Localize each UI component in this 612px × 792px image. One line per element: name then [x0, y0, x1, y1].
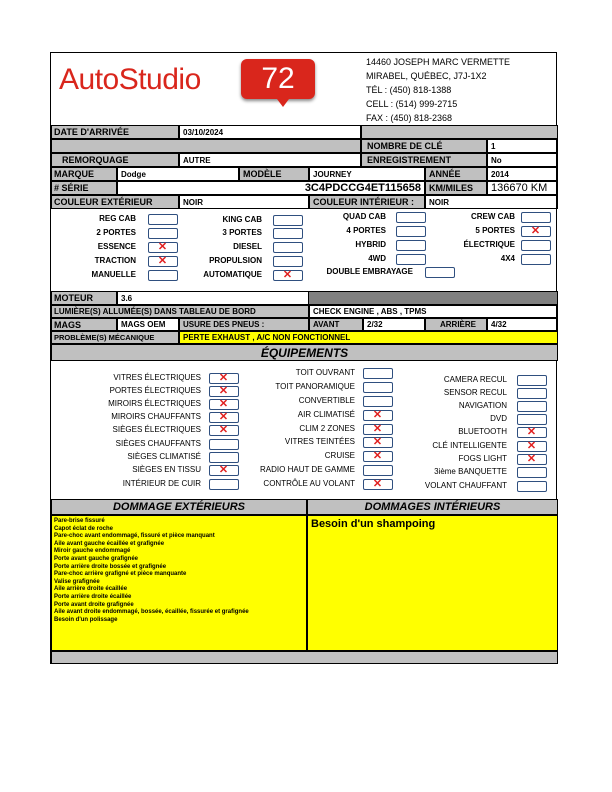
option-label-quad-cab: QUAD CAB: [342, 212, 386, 221]
ext-color-value-cell[interactable]: [179, 195, 309, 209]
phone-fax: FAX : (450) 818-2368: [366, 113, 453, 123]
check-mark-icon: ✕: [218, 411, 229, 423]
tow-label: REMORQUAGE: [62, 155, 129, 165]
option-checkbox-5-portes[interactable]: [521, 226, 551, 237]
option-label-5-portes: 5 PORTES: [475, 226, 515, 235]
int-color-value-cell[interactable]: [425, 195, 558, 209]
phone-tel: TÉL : (450) 818-1388: [366, 85, 452, 95]
mech-value: PERTE EXHAUST , A/C NON FONCTIONNEL: [183, 333, 351, 342]
option-checkbox-4-portes[interactable]: [396, 226, 426, 237]
check-mark-icon: ✕: [372, 409, 383, 421]
mags-value: MAGS OEM: [121, 320, 166, 329]
check-mark-icon: ✕: [218, 424, 229, 436]
mags-label-cell: [51, 318, 117, 331]
option-checkbox-diesel[interactable]: [273, 242, 303, 253]
check-mark-icon: ✕: [372, 423, 383, 435]
equipment-label-sieges-chauffants: SIÈGES CHAUFFANTS: [115, 439, 201, 448]
front-label: AVANT: [313, 320, 340, 329]
model-value-cell[interactable]: [309, 167, 425, 181]
km-value-cell[interactable]: [487, 181, 558, 195]
check-mark-icon: ✕: [526, 440, 537, 452]
km-label-cell: [425, 181, 487, 195]
option-checkbox-3-portes[interactable]: [273, 228, 303, 239]
equipment-checkbox-3ieme-banquette[interactable]: [517, 467, 547, 478]
option-label-diesel: DIESEL: [233, 242, 262, 251]
option-label-essence: ESSENCE: [97, 242, 136, 251]
equipment-label-controle-au-volant: CONTRÔLE AU VOLANT: [263, 479, 355, 488]
equipment-checkbox-portes-electriques[interactable]: [209, 386, 239, 397]
logo: [51, 53, 361, 125]
equipment-checkbox-radio-haut-de-gamme[interactable]: [363, 465, 393, 476]
check-mark-icon: ✕: [218, 464, 229, 476]
equipment-checkbox-vitres-teintees[interactable]: [363, 437, 393, 448]
rear-label-cell: [425, 318, 487, 331]
ext-damage-item: Porte arrière droite bossée et grafignée: [54, 563, 167, 570]
option-checkbox-hybrid[interactable]: [396, 240, 426, 251]
mech-label: PROBLÈME(S) MÉCANIQUE: [54, 333, 155, 342]
check-mark-icon: ✕: [372, 436, 383, 448]
ext-damage-item: Aile avant gauche écaillée et grafignée: [54, 540, 165, 547]
int-damage-header: [307, 499, 558, 515]
logo-text: AutoStudio: [59, 63, 201, 96]
equipment-label-navigation: NAVIGATION: [458, 401, 507, 410]
int-color-label-cell: [309, 195, 425, 209]
equipment-label-air-climatise: AIR CLIMATISÉ: [297, 410, 355, 419]
equipment-checkbox-sensor-recul[interactable]: [517, 388, 547, 399]
check-mark-icon: ✕: [282, 269, 293, 281]
model-value: JOURNEY: [313, 170, 352, 179]
lights-label: LUMIÈRE(S) ALLUMÉE(S) DANS TABLEAU DE BORD: [54, 307, 256, 316]
equipment-checkbox-cle-intelligente[interactable]: [517, 441, 547, 452]
mech-label-cell: [51, 331, 179, 344]
inspection-form: [50, 52, 557, 664]
option-label-crew-cab: CREW CAB: [471, 212, 515, 221]
option-checkbox-propulsion[interactable]: [273, 256, 303, 267]
km-label: KM/MILES: [429, 183, 473, 193]
front-value-cell[interactable]: [363, 318, 425, 331]
ext-damage-list: [54, 518, 249, 624]
mags-label: MAGS: [54, 320, 81, 330]
address-line1: 14460 JOSEPH MARC VERMETTE: [366, 57, 511, 67]
ext-damage-item: Porte arrière droite écaillée: [54, 593, 132, 600]
equipment-checkbox-interieur-de-cuir[interactable]: [209, 479, 239, 490]
ext-color-value: NOIR: [183, 198, 203, 207]
check-mark-icon: ✕: [526, 426, 537, 438]
arrival-value: 03/10/2024: [183, 128, 224, 137]
equipment-label-toit-panoramique: TOIT PANORAMIQUE: [275, 382, 355, 391]
mags-value-cell[interactable]: [117, 318, 179, 331]
option-checkbox-quad-cab[interactable]: [396, 212, 426, 223]
equipment-checkbox-cruise[interactable]: [363, 451, 393, 462]
model-label-cell: [239, 167, 309, 181]
equipment-header: [51, 344, 558, 361]
equipment-label-sensor-recul: SENSOR RECUL: [443, 388, 507, 397]
equipment-label-cle-intelligente: CLÉ INTELLIGENTE: [432, 441, 507, 450]
arrival-label-cell: [51, 125, 179, 139]
rear-value-cell[interactable]: [487, 318, 558, 331]
ext-damage-header: [51, 499, 307, 515]
footer-bar: [51, 651, 558, 664]
make-label: MARQUE: [54, 169, 94, 179]
year-value-cell[interactable]: [487, 167, 558, 181]
equipment-label-cruise: CRUISE: [324, 451, 355, 460]
equipment-checkbox-camera-recul[interactable]: [517, 375, 547, 386]
equipment-checkbox-sieges-climatise[interactable]: [209, 452, 239, 463]
option-checkbox-4wd[interactable]: [396, 254, 426, 265]
equipment-label-miroirs-chauffants: MIROIRS CHAUFFANTS: [111, 412, 201, 421]
option-checkbox-automatique[interactable]: [273, 270, 303, 281]
int-color-value: NOIR: [429, 198, 449, 207]
keys-label: NOMBRE DE CLÉ: [367, 141, 443, 151]
option-checkbox-reg-cab[interactable]: [148, 214, 178, 225]
motor-label-cell: [51, 291, 117, 305]
arrival-filler: [361, 125, 558, 139]
arrival-label: DATE D'ARRIVÉE: [54, 127, 129, 137]
make-value: Dodge: [121, 170, 146, 179]
equipment-label-sieges-en-tissu: SIÈGES EN TISSU: [132, 465, 201, 474]
option-checkbox-2-portes[interactable]: [148, 228, 178, 239]
check-mark-icon: ✕: [526, 453, 537, 465]
equipment-checkbox-sieges-en-tissu[interactable]: [209, 465, 239, 476]
address-line2: MIRABEL, QUÉBEC, J7J-1X2: [366, 71, 487, 81]
equipment-label-volant-chauffant: VOLANT CHAUFFANT: [424, 481, 507, 490]
motor-value-cell[interactable]: [117, 291, 309, 305]
option-label-traction: TRACTION: [94, 256, 136, 265]
ext-damage-item: Valise grafignée: [54, 578, 100, 585]
ext-damage-box[interactable]: [51, 515, 307, 651]
keys-filler: [51, 139, 361, 153]
equipment-checkbox-controle-au-volant[interactable]: [363, 479, 393, 490]
option-label-hybrid: HYBRID: [355, 240, 386, 249]
year-label: ANNÉE: [429, 169, 461, 179]
front-label-cell: [309, 318, 363, 331]
equipment-checkbox-fogs-light[interactable]: [517, 454, 547, 465]
arrival-value-cell[interactable]: [179, 125, 361, 139]
equipment-checkbox-bluetooth[interactable]: [517, 427, 547, 438]
equipment-title: ÉQUIPEMENTS: [260, 346, 349, 360]
tow-label-cell: [51, 153, 179, 167]
serial-value-cell[interactable]: [117, 181, 425, 195]
front-value: 2/32: [367, 320, 383, 329]
reg-value-cell[interactable]: [487, 153, 558, 167]
keys-value: 1: [491, 142, 496, 151]
option-label-double-embrayage: DOUBLE EMBRAYAGE: [326, 267, 413, 276]
option-checkbox-electrique[interactable]: [521, 240, 551, 251]
year-value: 2014: [491, 170, 509, 179]
equipment-checkbox-miroirs-electriques[interactable]: [209, 399, 239, 410]
equipment-label-vitres-teintees: VITRES TEINTÉES: [284, 437, 355, 446]
int-damage-box[interactable]: [307, 515, 558, 651]
tow-value-cell[interactable]: [179, 153, 361, 167]
ext-damage-title: DOMMAGE EXTÉRIEURS: [112, 501, 245, 513]
tire-wear-label-cell: [179, 318, 309, 331]
rear-label: ARRIÈRE: [440, 320, 477, 329]
check-mark-icon: ✕: [372, 478, 383, 490]
ext-damage-item: Porte avant droite grafignée: [54, 601, 134, 608]
option-label-4x4: 4X4: [500, 254, 515, 263]
option-label-reg-cab: REG CAB: [99, 214, 136, 223]
equipment-label-portes-electriques: PORTES ÉLECTRIQUES: [109, 386, 201, 395]
equipment-label-clim-2-zones: CLIM 2 ZONES: [299, 424, 355, 433]
lights-label-cell: [51, 305, 309, 318]
model-label: MODÈLE: [243, 169, 282, 179]
equipment-checkbox-toit-panoramique[interactable]: [363, 382, 393, 393]
ext-damage-item: Miroir gauche endommagé: [54, 548, 131, 555]
serial-label: # SÉRIE: [54, 183, 89, 193]
logo-badge-tail: [277, 99, 289, 107]
equipment-label-3ieme-banquette: 3ième BANQUETTE: [434, 467, 507, 476]
motor-label: MOTEUR: [54, 293, 93, 303]
int-damage-title: DOMMAGES INTÉRIEURS: [364, 501, 501, 513]
reg-label: ENREGISTREMENT: [367, 155, 452, 165]
phone-cell: CELL : (514) 999-2715: [366, 99, 458, 109]
equipment-checkbox-vitres-electriques[interactable]: [209, 373, 239, 384]
option-label-3-portes: 3 PORTES: [222, 228, 262, 237]
equipment-checkbox-sieges-electriques[interactable]: [209, 425, 239, 436]
option-checkbox-4x4[interactable]: [521, 254, 551, 265]
equipment-checkbox-miroirs-chauffants[interactable]: [209, 412, 239, 423]
option-label-2-portes: 2 PORTES: [96, 228, 136, 237]
keys-label-cell: [361, 139, 487, 153]
option-checkbox-king-cab[interactable]: [273, 215, 303, 226]
option-checkbox-double-embrayage[interactable]: [425, 267, 455, 278]
equipment-checkbox-sieges-chauffants[interactable]: [209, 439, 239, 450]
option-checkbox-crew-cab[interactable]: [521, 212, 551, 223]
address-block: [366, 55, 510, 125]
equipment-checkbox-air-climatise[interactable]: [363, 410, 393, 421]
equipment-label-dvd: DVD: [490, 414, 507, 423]
reg-value: No: [491, 156, 502, 165]
motor-value: 3.6: [121, 294, 133, 303]
mech-value-cell[interactable]: [179, 331, 558, 344]
ext-damage-item: Besoin d'un polissage: [54, 616, 118, 623]
equipment-label-miroirs-electriques: MIROIRS ÉLECTRIQUES: [108, 399, 201, 408]
rear-value: 4/32: [491, 320, 507, 329]
option-checkbox-manuelle[interactable]: [148, 270, 178, 281]
ext-damage-item: Capot éclat de roche: [54, 525, 114, 532]
equipment-checkbox-convertible[interactable]: [363, 396, 393, 407]
tow-value: AUTRE: [183, 156, 211, 165]
ext-damage-item: Pare-choc avant endommagé, fissuré et pièce manquant: [54, 533, 215, 540]
check-mark-icon: ✕: [530, 225, 541, 237]
equipment-checkbox-clim-2-zones[interactable]: [363, 424, 393, 435]
equipment-label-interieur-de-cuir: INTÉRIEUR DE CUIR: [122, 479, 201, 488]
option-label-automatique: AUTOMATIQUE: [203, 270, 262, 279]
lights-value-cell[interactable]: [309, 305, 558, 318]
km-value: 136670 KM: [491, 182, 548, 194]
option-label-manuelle: MANUELLE: [91, 270, 136, 279]
ext-color-label: COULEUR EXTÉRIEUR: [54, 197, 153, 207]
check-mark-icon: ✕: [157, 241, 168, 253]
equipment-label-toit-ouvrant: TOIT OUVRANT: [295, 368, 355, 377]
ext-damage-item: Pare-choc arrière grafigné et pièce manquante: [54, 571, 187, 578]
keys-value-cell[interactable]: [487, 139, 558, 153]
equipment-checkbox-toit-ouvrant[interactable]: [363, 368, 393, 379]
option-label-king-cab: KING CAB: [222, 215, 262, 224]
int-color-label: COULEUR INTÉRIEUR :: [313, 197, 414, 207]
year-label-cell: [425, 167, 487, 181]
logo-badge: [241, 59, 315, 99]
serial-value: 3C4PDCCG4ET115658: [304, 182, 421, 194]
check-mark-icon: ✕: [157, 255, 168, 267]
lights-value: CHECK ENGINE , ABS , TPMS: [313, 307, 427, 316]
ext-color-label-cell: [51, 195, 179, 209]
int-damage-text: Besoin d'un shampoing: [311, 518, 436, 530]
equipment-label-sieges-electriques: SIÈGES ÉLECTRIQUES: [112, 425, 201, 434]
logo-number: 72: [261, 62, 295, 95]
equipment-label-vitres-electriques: VITRES ÉLECTRIQUES: [113, 373, 201, 382]
option-label-4-portes: 4 PORTES: [346, 226, 386, 235]
check-mark-icon: ✕: [372, 450, 383, 462]
equipment-label-bluetooth: BLUETOOTH: [458, 427, 507, 436]
equipment-label-radio-haut-de-gamme: RADIO HAUT DE GAMME: [260, 465, 355, 474]
equipment-label-convertible: CONVERTIBLE: [298, 396, 355, 405]
equipment-label-camera-recul: CAMERA RECUL: [443, 375, 507, 384]
option-checkbox-essence[interactable]: [148, 242, 178, 253]
equipment-label-fogs-light: FOGS LIGHT: [458, 454, 507, 463]
ext-damage-item: Pare-brise fissuré: [54, 518, 105, 524]
option-label-electrique: ÉLECTRIQUE: [463, 240, 515, 249]
check-mark-icon: ✕: [218, 385, 229, 397]
tire-wear-label: USURE DES PNEUS :: [183, 320, 265, 329]
check-mark-icon: ✕: [218, 372, 229, 384]
ext-damage-item: Aile arrière droite écaillée: [54, 586, 128, 593]
option-label-4wd: 4WD: [368, 254, 386, 263]
make-label-cell: [51, 167, 117, 181]
equipment-checkbox-volant-chauffant[interactable]: [517, 481, 547, 492]
check-mark-icon: ✕: [218, 398, 229, 410]
option-checkbox-traction[interactable]: [148, 256, 178, 267]
reg-label-cell: [361, 153, 487, 167]
serial-label-cell: [51, 181, 117, 195]
make-value-cell[interactable]: [117, 167, 239, 181]
equipment-label-sieges-climatise: SIÈGES CLIMATISÉ: [127, 452, 201, 461]
option-label-propulsion: PROPULSION: [209, 256, 262, 265]
equipment-checkbox-navigation[interactable]: [517, 401, 547, 412]
ext-damage-item: Porte avant gauche grafignée: [54, 555, 139, 562]
ext-damage-item: Aile avant droite endommagé, bossée, écaillée, fissurée et grafignée: [54, 609, 249, 616]
equipment-checkbox-dvd[interactable]: [517, 414, 547, 425]
